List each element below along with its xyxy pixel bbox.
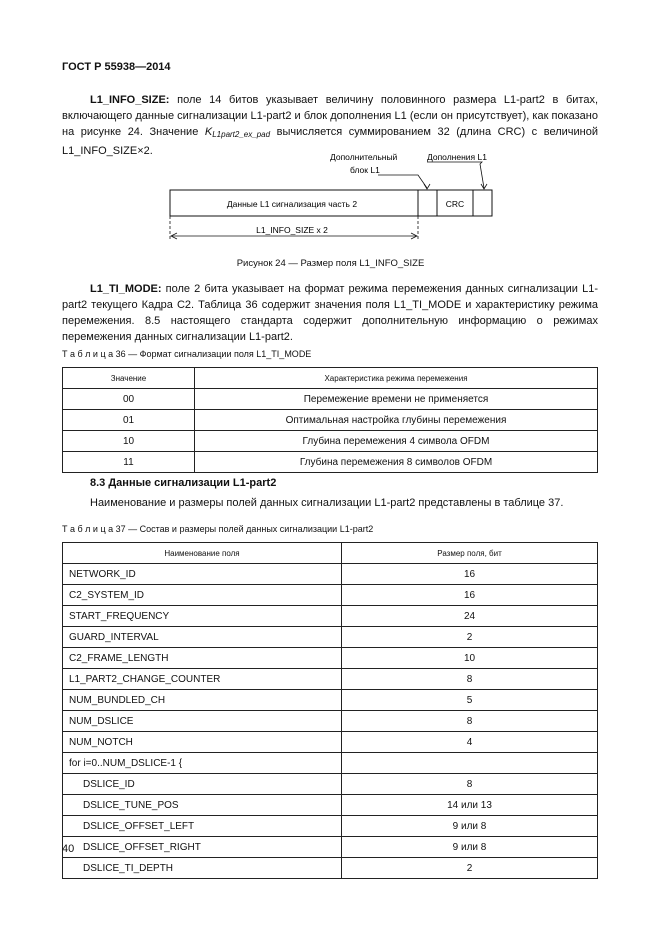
figure-24-caption: Рисунок 24 — Размер поля L1_INFO_SIZE [236, 258, 425, 269]
k-symbol: K [204, 126, 213, 138]
table-row [63, 858, 598, 879]
table-row [63, 452, 598, 473]
cell-field-name: L1_PART2_CHANGE_COUNTER [63, 669, 342, 690]
cell-field-name: DSLICE_TI_DEPTH [63, 858, 342, 879]
header-characteristic: Характеристика режима перемежения [195, 368, 598, 389]
cell-characteristic: Глубина перемежения 4 символа OFDM [195, 431, 598, 452]
page-number: 40 [62, 843, 75, 855]
table-row [63, 669, 598, 690]
table-row [63, 774, 598, 795]
table-row [63, 606, 598, 627]
cell-field-size: 8 [342, 669, 598, 690]
cell-field-size: 8 [342, 774, 598, 795]
table-36 [62, 367, 598, 473]
cell-field-size: 2 [342, 858, 598, 879]
header-field-size: Размер поля, бит [342, 543, 598, 564]
cell-field-size: 14 или 13 [342, 795, 598, 816]
table-row [63, 795, 598, 816]
cell-field-size: 10 [342, 648, 598, 669]
table-row [63, 648, 598, 669]
table-header-row [63, 543, 598, 564]
label-extra-block-line2: блок L1 [350, 165, 380, 175]
term-l1-ti-mode: L1_TI_MODE: [90, 283, 162, 295]
table-row [63, 564, 598, 585]
cell-value: 00 [63, 389, 195, 410]
table-row [63, 585, 598, 606]
pointer-padding [427, 162, 484, 188]
label-extra-block: Дополнительный [330, 152, 398, 162]
table-row [63, 389, 598, 410]
term-l1-info-size: L1_INFO_SIZE: [90, 94, 170, 106]
cell-field-name: NUM_NOTCH [63, 732, 342, 753]
header-field-name: Наименование поля [63, 543, 342, 564]
cell-field-size: 16 [342, 585, 598, 606]
table-row [63, 431, 598, 452]
cell-value: 11 [63, 452, 195, 473]
table-row [63, 753, 598, 774]
cell-field-name: DSLICE_TUNE_POS [63, 795, 342, 816]
cell-field-size: 9 или 8 [342, 816, 598, 837]
cell-value: 10 [63, 431, 195, 452]
section-8-3-title: 8.3 Данные сигнализации L1-part2 [90, 477, 277, 489]
label-padding: Дополнения L1 [427, 152, 487, 162]
label-crc: CRC [445, 199, 465, 209]
cell-field-size: 9 или 8 [342, 837, 598, 858]
cell-field-name: NUM_DSLICE [63, 711, 342, 732]
figure-24-diagram [0, 148, 661, 248]
cell-field-name: DSLICE_OFFSET_LEFT [63, 816, 342, 837]
table-row [63, 732, 598, 753]
cell-characteristic: Глубина перемежения 8 символов OFDM [195, 452, 598, 473]
table-36-caption: Т а б л и ц а 36 — Формат сигнализации поля L1_TI_MODE [62, 349, 312, 359]
table-header-row [63, 368, 598, 389]
cell-field-size: 16 [342, 564, 598, 585]
cell-field-name: NETWORK_ID [63, 564, 342, 585]
header-value: Значение [63, 368, 195, 389]
cell-field-size: 2 [342, 627, 598, 648]
label-size: L1_INFO_SIZE х 2 [256, 225, 328, 235]
cell-field-name: C2_SYSTEM_ID [63, 585, 342, 606]
para1-text-b: вычисляется суммированием 32 (длина CRC) с величиной L1_INFO_SIZE×2. [62, 126, 598, 157]
cell-characteristic: Перемежение времени не применяется [195, 389, 598, 410]
cell-field-size: 8 [342, 711, 598, 732]
cell-field-name: C2_FRAME_LENGTH [63, 648, 342, 669]
cell-field-name: DSLICE_OFFSET_RIGHT [63, 837, 342, 858]
table-row [63, 410, 598, 431]
table-row [63, 711, 598, 732]
arrowhead-icon [424, 184, 430, 189]
cell-field-name: START_FREQUENCY [63, 606, 342, 627]
table-row [63, 837, 598, 858]
para2-text: поле 2 бита указывает на формат режима перемежения данных сигнализации L1- part2 текущего Кадра С2. Таблица 36 содержит значения поля L1_TI_MODE и характеристику режима перемежения. 8.5 настоящего стандарта содержит дополнительную информацию о режимах перемежения данных сигнализации L1-part2. [62, 283, 598, 343]
section-8-3-text: Наименование и размеры полей данных сигнализации L1-part2 представлены в таблице 37. [90, 497, 564, 509]
cell-field-name: NUM_BUNDLED_CH [63, 690, 342, 711]
k-subscript: L1part2_ex_pad [212, 130, 271, 139]
table-row [63, 627, 598, 648]
table-37 [62, 542, 598, 879]
cell-field-size: 4 [342, 732, 598, 753]
cell-value: 01 [63, 410, 195, 431]
cell-field-size [342, 753, 598, 774]
table-37-caption: Т а б л и ц а 37 — Состав и размеры полей данных сигнализации L1-part2 [62, 524, 374, 534]
cell-field-name: for i=0..NUM_DSLICE-1 { [63, 753, 342, 774]
cell-characteristic: Оптимальная настройка глубины перемежения [195, 410, 598, 431]
para1-text-a: поле 14 битов указывает величину половинного размера L1-part2 в битах, включающего данные сигнализации L1-part2 и блок дополнения L1 (если он присутствует), как показано на рисунке 24. Значение [62, 94, 598, 138]
cell-field-name: GUARD_INTERVAL [63, 627, 342, 648]
cell-field-name: DSLICE_ID [63, 774, 342, 795]
document-header: ГОСТ Р 55938—2014 [62, 61, 171, 73]
table-row [63, 816, 598, 837]
paragraph-l1-ti-mode [62, 281, 598, 345]
label-data: Данные L1 сигнализация часть 2 [226, 199, 358, 209]
cell-field-size: 5 [342, 690, 598, 711]
table-row [63, 690, 598, 711]
pointer-extra-block [378, 175, 427, 188]
cell-field-size: 24 [342, 606, 598, 627]
